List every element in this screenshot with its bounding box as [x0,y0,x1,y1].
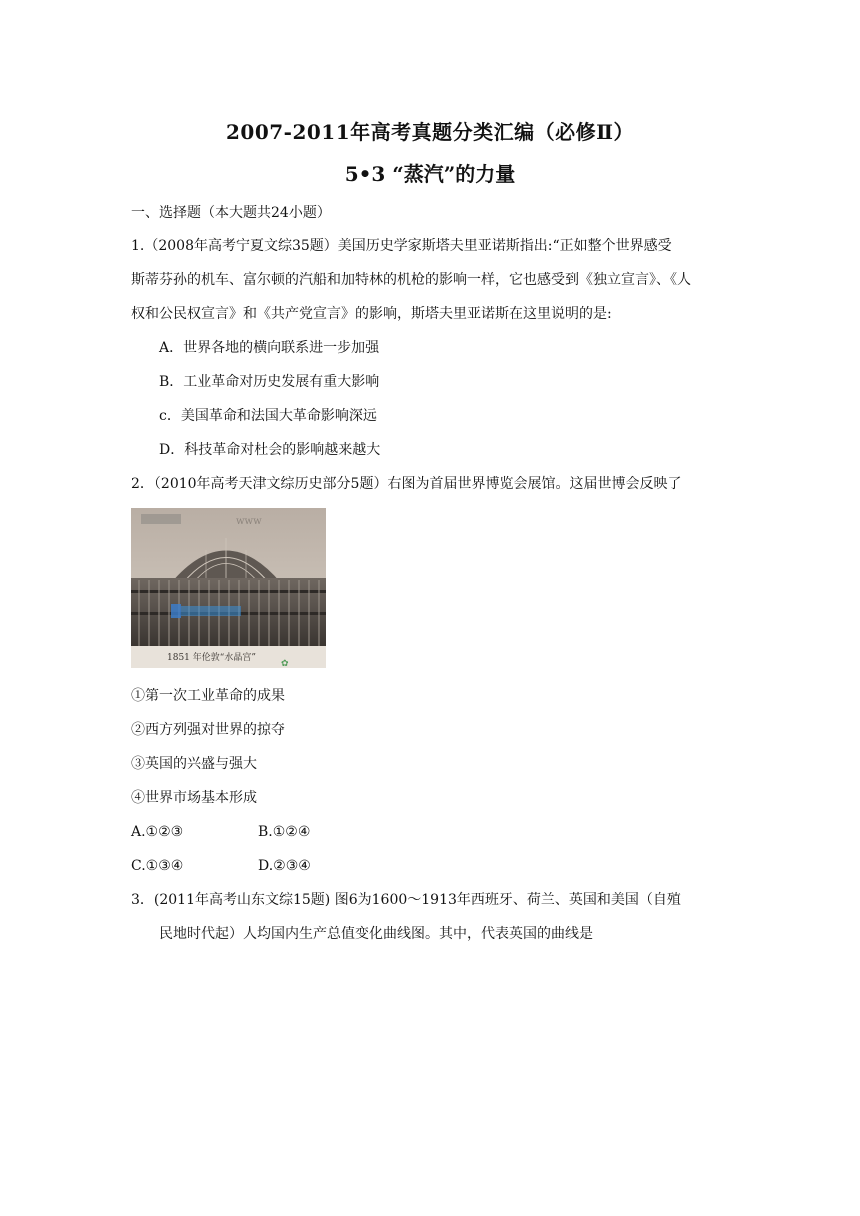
document-subtitle: 5•3 “蒸汽”的力量 [344,162,516,186]
q2-item-3: ③英国的兴盛与强大 [131,756,257,772]
crystal-palace-photo [131,508,326,668]
q2-stem: 2．（2010年高考天津文综历史部分5题）右图为首届世界博览会展馆。这届世博会反映了 [131,476,682,492]
svg-text:✿: ✿ [281,659,289,668]
q3-stem-line-2: 民地时代起）人均国内生产总值变化曲线图。其中，代表英国的曲线是 [159,926,593,942]
q3-stem-line-1: 3．(2011年高考山东文综15题) 图6为1600～1913年西班牙、荷兰、英国和美国（自殖 [131,892,681,908]
q2-item-4: ④世界市场基本形成 [131,790,257,806]
q2-option-c: C.①③④ [131,858,184,874]
q1-option-b: B．工业革命对历史发展有重大影响 [159,374,380,390]
photo-watermark: www [236,516,262,527]
q2-option-a: A.①②③ [131,824,184,840]
photo-caption: 1851 年伦敦“水晶宫” [167,653,256,663]
document-title: 2007-2011年高考真题分类汇编（必修Ⅱ） [226,120,634,144]
q2-item-2: ②西方列强对世界的掠夺 [131,722,285,738]
q1-option-c: c．美国革命和法国大革命影响深远 [159,408,377,424]
q1-stem-line-3: 权和公民权宣言》和《共产党宣言》的影响，斯塔夫里亚诺斯在这里说明的是: [131,306,612,322]
section-heading: 一、选择题（本大题共24小题） [131,205,331,221]
q1-option-d: D．科技革命对杜会的影响越来越大 [159,442,381,458]
q1-stem-line-2: 斯蒂芬孙的机车、富尔顿的汽船和加特林的机枪的影响一样，它也感受到《独立宣言》、《人 [131,272,691,288]
q2-option-b: B.①②④ [258,824,311,840]
q2-option-d: D.②③④ [258,858,311,874]
q1-stem-line-1: 1.（2008年高考宁夏文综35题）美国历史学家斯塔夫里亚诺斯指出:“正如整个世界感受 [131,238,672,254]
q1-option-a: A．世界各地的横向联系进一步加强 [159,340,380,356]
q2-item-1: ①第一次工业革命的成果 [131,688,285,704]
